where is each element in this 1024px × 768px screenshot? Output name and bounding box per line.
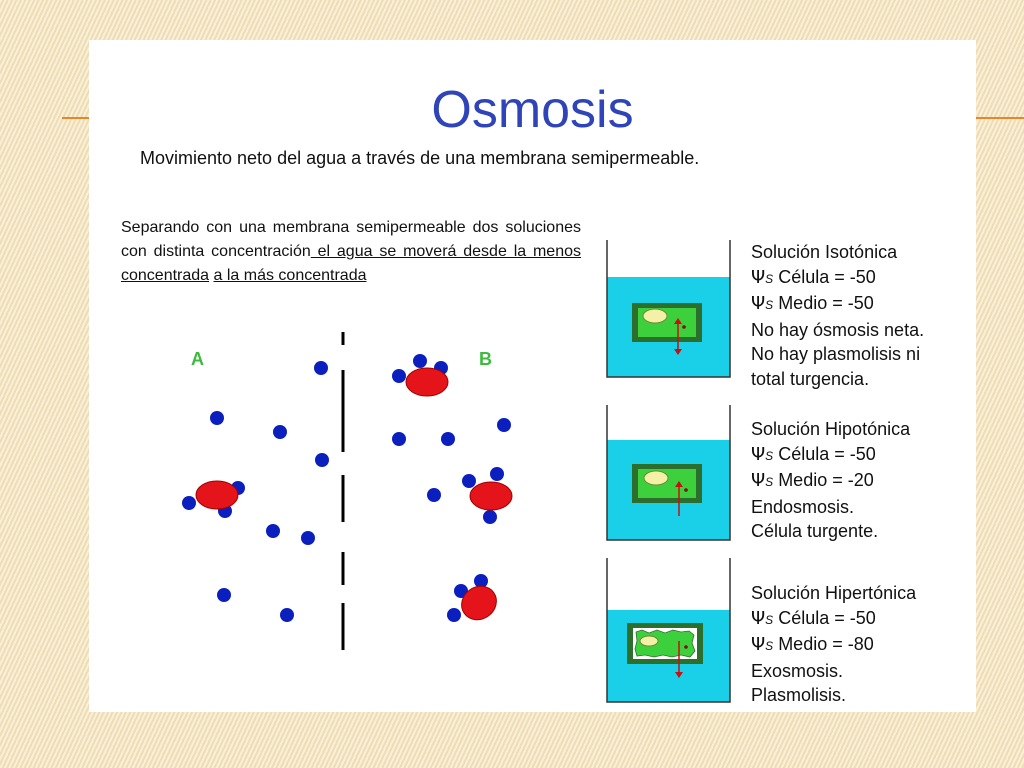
psi-symbol: Ψ	[751, 443, 766, 465]
slide-title: Osmosis	[431, 81, 634, 139]
water-molecule	[266, 524, 280, 538]
solute-particle	[406, 368, 448, 396]
caption-cell-potential	[751, 442, 910, 469]
solute-particle	[196, 481, 238, 509]
medium-value: Medio = -80	[773, 634, 874, 654]
caption-hypertonic	[751, 581, 916, 708]
cell-nucleus	[682, 325, 686, 329]
label-side-a: A	[191, 349, 204, 369]
water-molecule	[280, 608, 294, 622]
cell-value: Célula = -50	[773, 443, 876, 464]
psi-subscript: S	[765, 612, 774, 627]
caption-line: Célula turgente.	[751, 521, 879, 541]
psi-subscript: S	[765, 298, 774, 312]
water-molecule	[273, 425, 287, 439]
psi-symbol: Ψ	[751, 293, 766, 314]
water-molecule	[392, 432, 406, 446]
water-molecule	[315, 453, 329, 467]
medium-value: Medio = -20	[773, 470, 874, 490]
accent-line-right	[976, 117, 1024, 119]
water-molecule	[210, 411, 224, 425]
psi-subscript: S	[765, 475, 774, 489]
caption-line: Exosmosis.	[751, 660, 844, 681]
caption-cell-potential	[751, 265, 924, 292]
cell-nucleus	[684, 488, 688, 492]
medium-value: Medio = -50	[773, 293, 874, 313]
cell-vacuole	[644, 471, 668, 485]
beaker-isotonic	[607, 240, 730, 377]
intro-part-2: el agua se moverá desde la menos concentrada	[121, 243, 581, 284]
caption-hypotonic	[751, 417, 910, 544]
psi-symbol: Ψ	[751, 634, 766, 655]
cell-value: Célula = -50	[773, 607, 876, 628]
water-molecule	[490, 467, 504, 481]
caption-isotonic	[751, 240, 924, 391]
caption-line: No hay ósmosis neta.	[751, 319, 925, 340]
psi-symbol: Ψ	[751, 470, 766, 491]
water-molecule	[462, 474, 476, 488]
cell-nucleus	[684, 645, 688, 649]
accent-line-left	[62, 117, 90, 119]
water-molecule	[427, 488, 441, 502]
intro-part-4: a la más concentrada	[213, 267, 367, 284]
water-molecule	[413, 354, 427, 368]
water-molecule	[301, 531, 315, 545]
water-molecule	[217, 588, 231, 602]
caption-medium-potential	[751, 468, 910, 495]
psi-symbol: Ψ	[751, 607, 766, 629]
intro-part-1: Separando con una membrana semipermeable dos soluciones con distinta concentración	[121, 219, 581, 260]
psi-subscript: S	[765, 271, 774, 286]
water-molecule	[441, 432, 455, 446]
psi-subscript: S	[765, 448, 774, 463]
water-molecule	[497, 418, 511, 432]
water-molecule	[447, 608, 461, 622]
cell-vacuole	[640, 636, 658, 646]
water-molecule	[314, 361, 328, 375]
psi-subscript: S	[765, 639, 774, 653]
slide	[89, 40, 976, 712]
caption-title: Solución Isotónica	[751, 242, 898, 262]
slide-subtitle: Movimiento neto del agua a través de una membrana semipermeable.	[140, 148, 700, 168]
water-molecule	[392, 369, 406, 383]
caption-medium-potential	[751, 291, 924, 318]
cell-vacuole	[643, 309, 667, 323]
cell-value: Célula = -50	[773, 266, 876, 287]
water-molecule	[483, 510, 497, 524]
caption-line: No hay plasmolisis ni	[751, 344, 921, 364]
caption-line: Endosmosis.	[751, 496, 855, 517]
caption-title: Solución Hipotónica	[751, 419, 911, 439]
psi-symbol: Ψ	[751, 266, 766, 288]
caption-medium-potential	[751, 632, 916, 659]
beaker-hypertonic	[607, 558, 730, 702]
caption-line: total turgencia.	[751, 368, 870, 389]
label-side-b: B	[479, 349, 492, 369]
beaker-hypotonic	[607, 405, 730, 540]
water-molecule	[182, 496, 196, 510]
caption-line: Plasmolisis.	[751, 685, 847, 705]
caption-cell-potential	[751, 606, 916, 633]
solute-particle	[470, 482, 512, 510]
caption-title: Solución Hipertónica	[751, 583, 917, 603]
